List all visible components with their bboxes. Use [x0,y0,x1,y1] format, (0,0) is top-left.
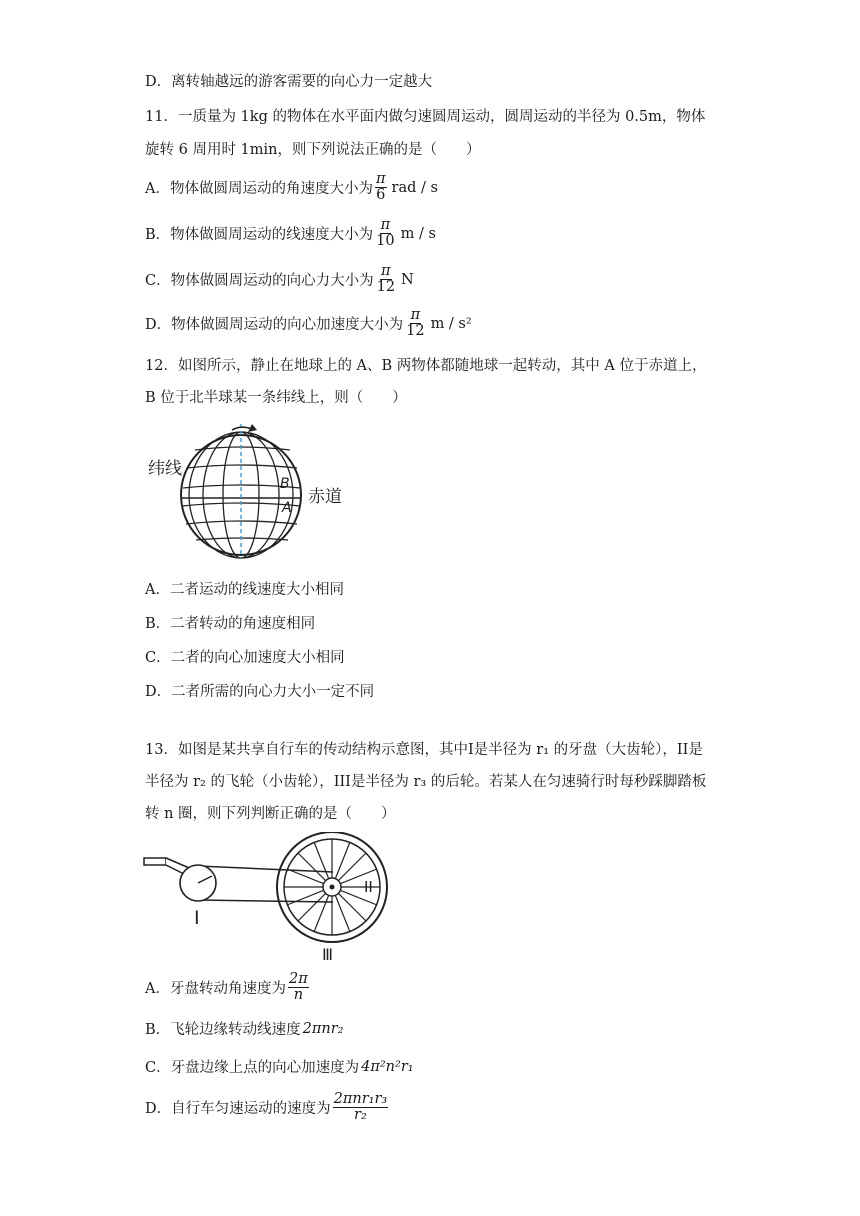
unit: N [401,271,414,288]
fraction-numerator: 2π [288,971,308,987]
fraction-numerator: π [380,217,391,233]
formula: 2πnr₂ [302,1020,344,1037]
option-text: C．物体做圆周运动的向心力大小为 [145,273,374,289]
option-text: B．飞轮边缘转动线速度 [145,1022,301,1038]
option-text: B．物体做圆周运动的线速度大小为 [145,227,374,243]
fraction [405,308,425,339]
q12-option-d: D．二者所需的向心力大小一定不同 [145,684,375,700]
label-equator: 赤道 [308,487,342,507]
q11-option-a [145,172,438,203]
fraction-denominator: 6 [376,187,386,203]
fraction-numerator: 2πnr₁r₃ [333,1091,388,1107]
fraction [375,172,387,203]
q13-option-d [145,1092,390,1123]
fraction [288,972,309,1003]
option-text: D．自行车匀速运动的速度为 [145,1101,331,1117]
fraction-denominator: 10 [376,233,395,249]
q12-stem-line1: 12．如图所示，静止在地球上的 A、B 两物体都随地球一起转动，其中 A 位于赤道上， [145,358,707,374]
fraction [376,264,396,295]
label-I: I [194,907,200,929]
globe-figure [140,420,370,560]
q11-option-c [145,264,414,295]
hub [330,885,335,890]
fraction-numerator: π [381,263,391,279]
unit: rad / s [391,179,438,196]
q12-option-b: B．二者转动的角速度相同 [145,616,316,632]
q12-stem-line2: B 位于北半球某一条纬线上，则（ ） [145,390,407,406]
label-b: B [280,476,290,492]
rotation-arrow [232,427,252,430]
q12-option-c: C．二者的向心加速度大小相同 [145,650,345,666]
chain [198,866,333,902]
option-text: A．物体做圆周运动的角速度大小为 [145,181,373,197]
q13-stem-line1: 13．如图是某共享自行车的传动结构示意图，其中Ⅰ是半径为 r₁ 的牙盘（大齿轮），II是 [145,742,703,758]
fraction [333,1092,389,1123]
unit: m / s [400,225,436,242]
q10-option-d: D．离转轴越远的游客需要的向心力一定越大 [145,74,433,90]
formula: 4π²n²r₁ [361,1058,414,1075]
fraction-denominator: 12 [406,323,425,339]
q11-stem-line1: 11．一质量为 1kg 的物体在水平面内做匀速圆周运动，圆周运动的半径为 0.5m，物体 [145,109,706,125]
option-text: A．牙盘转动角速度为 [145,981,286,997]
q13-option-c [145,1056,414,1077]
q11-option-d [145,308,472,339]
fraction-denominator: 12 [376,279,396,295]
q13-option-a [145,972,311,1003]
unit: m / s² [430,315,472,332]
label-II: II [364,878,373,896]
label-latitude: 纬线 [148,459,182,479]
option-text: C．牙盘边缘上点的向心加速度为 [145,1060,360,1076]
fraction [375,218,395,249]
fraction-denominator: r₂ [354,1107,367,1123]
q13-stem-line3: 转 n 圈，则下列判断正确的是（ ） [145,806,396,822]
bicycle-transmission-figure [140,832,400,964]
q13-stem-line2: 半径为 r₂ 的飞轮（小齿轮），III是半径为 r₃ 的后轮。若某人在匀速骑行时每秒踩脚踏板 [145,774,707,790]
fraction-numerator: π [375,171,386,187]
fraction-denominator: n [293,987,304,1003]
q11-option-b [145,218,436,249]
q13-option-b [145,1018,344,1039]
option-text: D．物体做圆周运动的向心加速度大小为 [145,317,404,333]
q11-stem-line2: 旋转 6 周用时 1min，则下列说法正确的是（ ） [145,142,481,158]
label-a: A [282,500,292,516]
fraction-numerator: π [410,307,421,323]
label-III: Ⅲ [322,945,334,964]
q12-option-a: A．二者运动的线速度大小相同 [145,582,344,598]
